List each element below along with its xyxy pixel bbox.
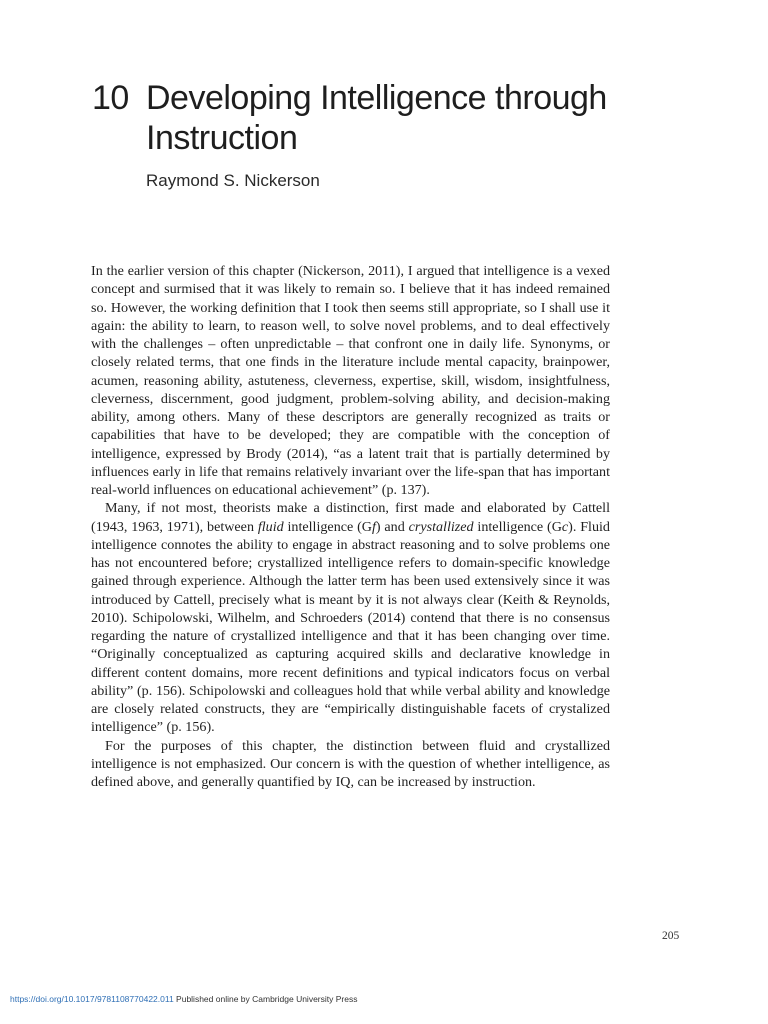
footer bbox=[10, 994, 357, 1004]
chapter-heading bbox=[92, 78, 652, 192]
chapter-title: Developing Intelligence through Instruction bbox=[146, 79, 607, 157]
paragraph-2: Many, if not most, theorists make a distinction, first made and elaborated by Cattell (1943, 1963, 1971), between fluid intelligence (Gf) and crystallized intelligence (Gc). Fluid intelligence connotes the ability to engage in abstract reasoning and to solve problems one has not encountered before; crystallized intelligence refers to domain-specific knowledge gained through experience. Although the latter term has been used extensively since it was introduced by Cattell, precisely what is meant by it is not always clear (Keith & Reynolds, 2010). Schipolowski, Wilhelm, and Schroeders (2014) contend that there is no consensus regarding the nature of crystallized intelligence and that it has been changing over time. “Originally conceptualized as capturing acquired skills and declarative knowledge in different content domains, more recent definitions and typical indicators focus on verbal ability” (p. 156). Schipolowski and colleagues hold that while verbal ability and knowledge are closely related constructs, they are “empirically distinguishable facets of crystalized intelligence” (p. 156). bbox=[91, 500, 610, 736]
doi-link[interactable]: https://doi.org/10.1017/9781108770422.011 bbox=[10, 994, 174, 1004]
chapter-number: 10 bbox=[92, 79, 129, 117]
paragraph-3: For the purposes of this chapter, the distinction between fluid and crystallized intelligence is not emphasized. Our concern is with the question of whether intelligence, as defined above, and generally quantified by IQ, can be increased by instruction. bbox=[91, 737, 610, 790]
body-text bbox=[91, 262, 610, 791]
chapter-author: Raymond S. Nickerson bbox=[146, 171, 320, 190]
page-number: 205 bbox=[662, 930, 680, 942]
published-notice: Published online by Cambridge University Press bbox=[173, 994, 358, 1004]
paragraph-1: In the earlier version of this chapter (Nickerson, 2011), I argued that intelligence is a vexed concept and surmised that it was likely to remain so. I believe that it has indeed remained so. However, the working definition that I took then seems still appropriate, so I shall use it again: the ability to learn, to reason well, to solve novel problems, and to deal effectively with the challenges – often unpredictable – that confront one in daily life. Synonyms, or closely related terms, that one finds in the literature include mental capacity, brainpower, acumen, reasoning ability, astuteness, cleverness, expertise, skill, wisdom, insightfulness, cleverness, discernment, good judgment, problem-solving ability, and decision-making ability, among others. Many of these descriptors are generally recognized as traits or capabilities that have to be developed; they are compatible with the conception of intelligence, expressed by Brody (2014), “as a latent trait that is partially determined by influences early in life that remains relatively invariant over the life-span that has important real-world influences on educational achievement” (p. 137). bbox=[91, 263, 610, 498]
